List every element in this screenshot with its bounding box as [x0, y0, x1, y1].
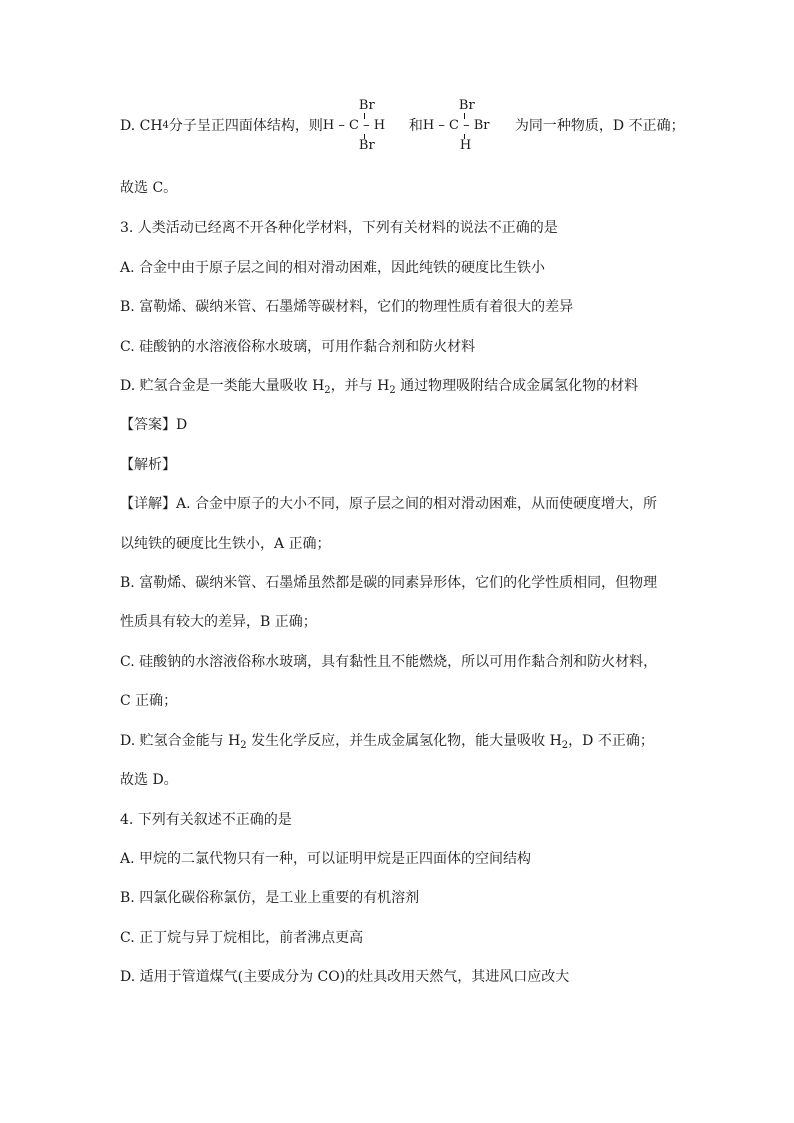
answer-value: D	[176, 417, 188, 433]
formula-top-atom: Br	[458, 98, 475, 113]
structural-formula-1	[323, 96, 409, 156]
conclusion-2: 故选 D。	[120, 772, 178, 788]
text-part: D. 贮氢合金能与 H	[120, 733, 241, 749]
detail-c-line-2: C 正确；	[120, 693, 178, 709]
detail-c-line-1: C. 硅酸钠的水溶液俗称水玻璃，具有黏性且不能燃烧，所以可用作黏合剂和防火材料，	[120, 654, 658, 670]
detail-b-line-2: 性质具有较大的差异，B 正确；	[120, 614, 317, 630]
question-3-option-c: C. 硅酸钠的水溶液俗称水玻璃，可用作黏合剂和防火材料	[120, 339, 476, 355]
detail-a-line-1: 【详解】A. 合金中原子的大小不同，原子层之间的相对滑动困难，从而使硬度增大，所	[120, 496, 658, 512]
question-4-stem: 4. 下列有关叙述不正确的是	[120, 812, 292, 828]
structural-formula-2	[423, 96, 515, 156]
detail-b-line-1: B. 富勒烯、碳纳米管、石墨烯虽然都是碳的同素异形体，它们的化学性质相同，但物理	[120, 575, 658, 591]
subscript: 2	[561, 740, 569, 751]
option-d-text: 分子呈正四面体结构，则	[168, 118, 323, 134]
question-3-option-d	[120, 376, 694, 396]
text-part: 通过物理吸附结合成金属氢化物的材料	[395, 378, 639, 394]
conclusion-1: 故选 C。	[120, 180, 178, 196]
question-4-option-a: A. 甲烷的二氯代物只有一种，可以证明甲烷是正四面体的空间结构	[120, 851, 532, 867]
formula-top-atom: Br	[358, 98, 375, 113]
formula-bottom-atom: H	[459, 138, 472, 153]
formula-main-chain: H – C – Br	[422, 118, 490, 133]
answer-label: 【答案】	[120, 417, 176, 433]
question-4-option-c: C. 正丁烷与异丁烷相比，前者沸点更高	[120, 930, 364, 946]
option-d-prefix: D. CH	[120, 118, 163, 134]
and-text: 和	[408, 118, 423, 134]
detail-a-line-2: 以纯铁的硬度比生铁小，A 正确；	[120, 536, 331, 552]
subscript: 2	[324, 385, 331, 396]
question-4-option-d: D. 适用于管道煤气(主要成分为 CO)的灶具改用天然气，其进风口应改大	[120, 969, 570, 985]
detail-d-line	[120, 731, 694, 751]
text-part: ，D 不正确；	[568, 733, 654, 749]
formula-bottom-atom: Br	[358, 138, 375, 153]
text-part: ，并与 H	[330, 378, 390, 394]
formula-main-chain: H – C – H	[322, 118, 386, 133]
question-4-option-b: B. 四氯化碳俗称氯仿，是工业上重要的有机溶剂	[120, 890, 420, 906]
analysis-label: 【解析】	[120, 457, 176, 473]
question-3-stem: 3. 人类活动已经离不开各种化学材料，下列有关材料的说法不正确的是	[120, 220, 558, 236]
option-d-suffix: 为同一种物质，D 不正确；	[514, 118, 685, 134]
question-3-option-b: B. 富勒烯、碳纳米管、石墨烯等碳材料，它们的物理性质有着很大的差异	[120, 299, 574, 315]
subscript: 2	[240, 740, 247, 751]
text-part: D. 贮氢合金是一类能大量吸收 H	[120, 378, 325, 394]
text-part: 发生化学反应，并生成金属氢化物，能大量吸收 H	[246, 733, 562, 749]
question-3-option-a: A. 合金中由于原子层之间的相对滑动困难，因此纯铁的硬度比生铁小	[120, 260, 546, 276]
answer-line	[120, 415, 694, 435]
subscript: 2	[389, 385, 396, 396]
option-d-structural: D. CH 4 分子呈正四面体结构，则 Br H – C – H Br 和 Br H – C – Br H 为同一种物质，D 不正确；	[120, 96, 694, 156]
